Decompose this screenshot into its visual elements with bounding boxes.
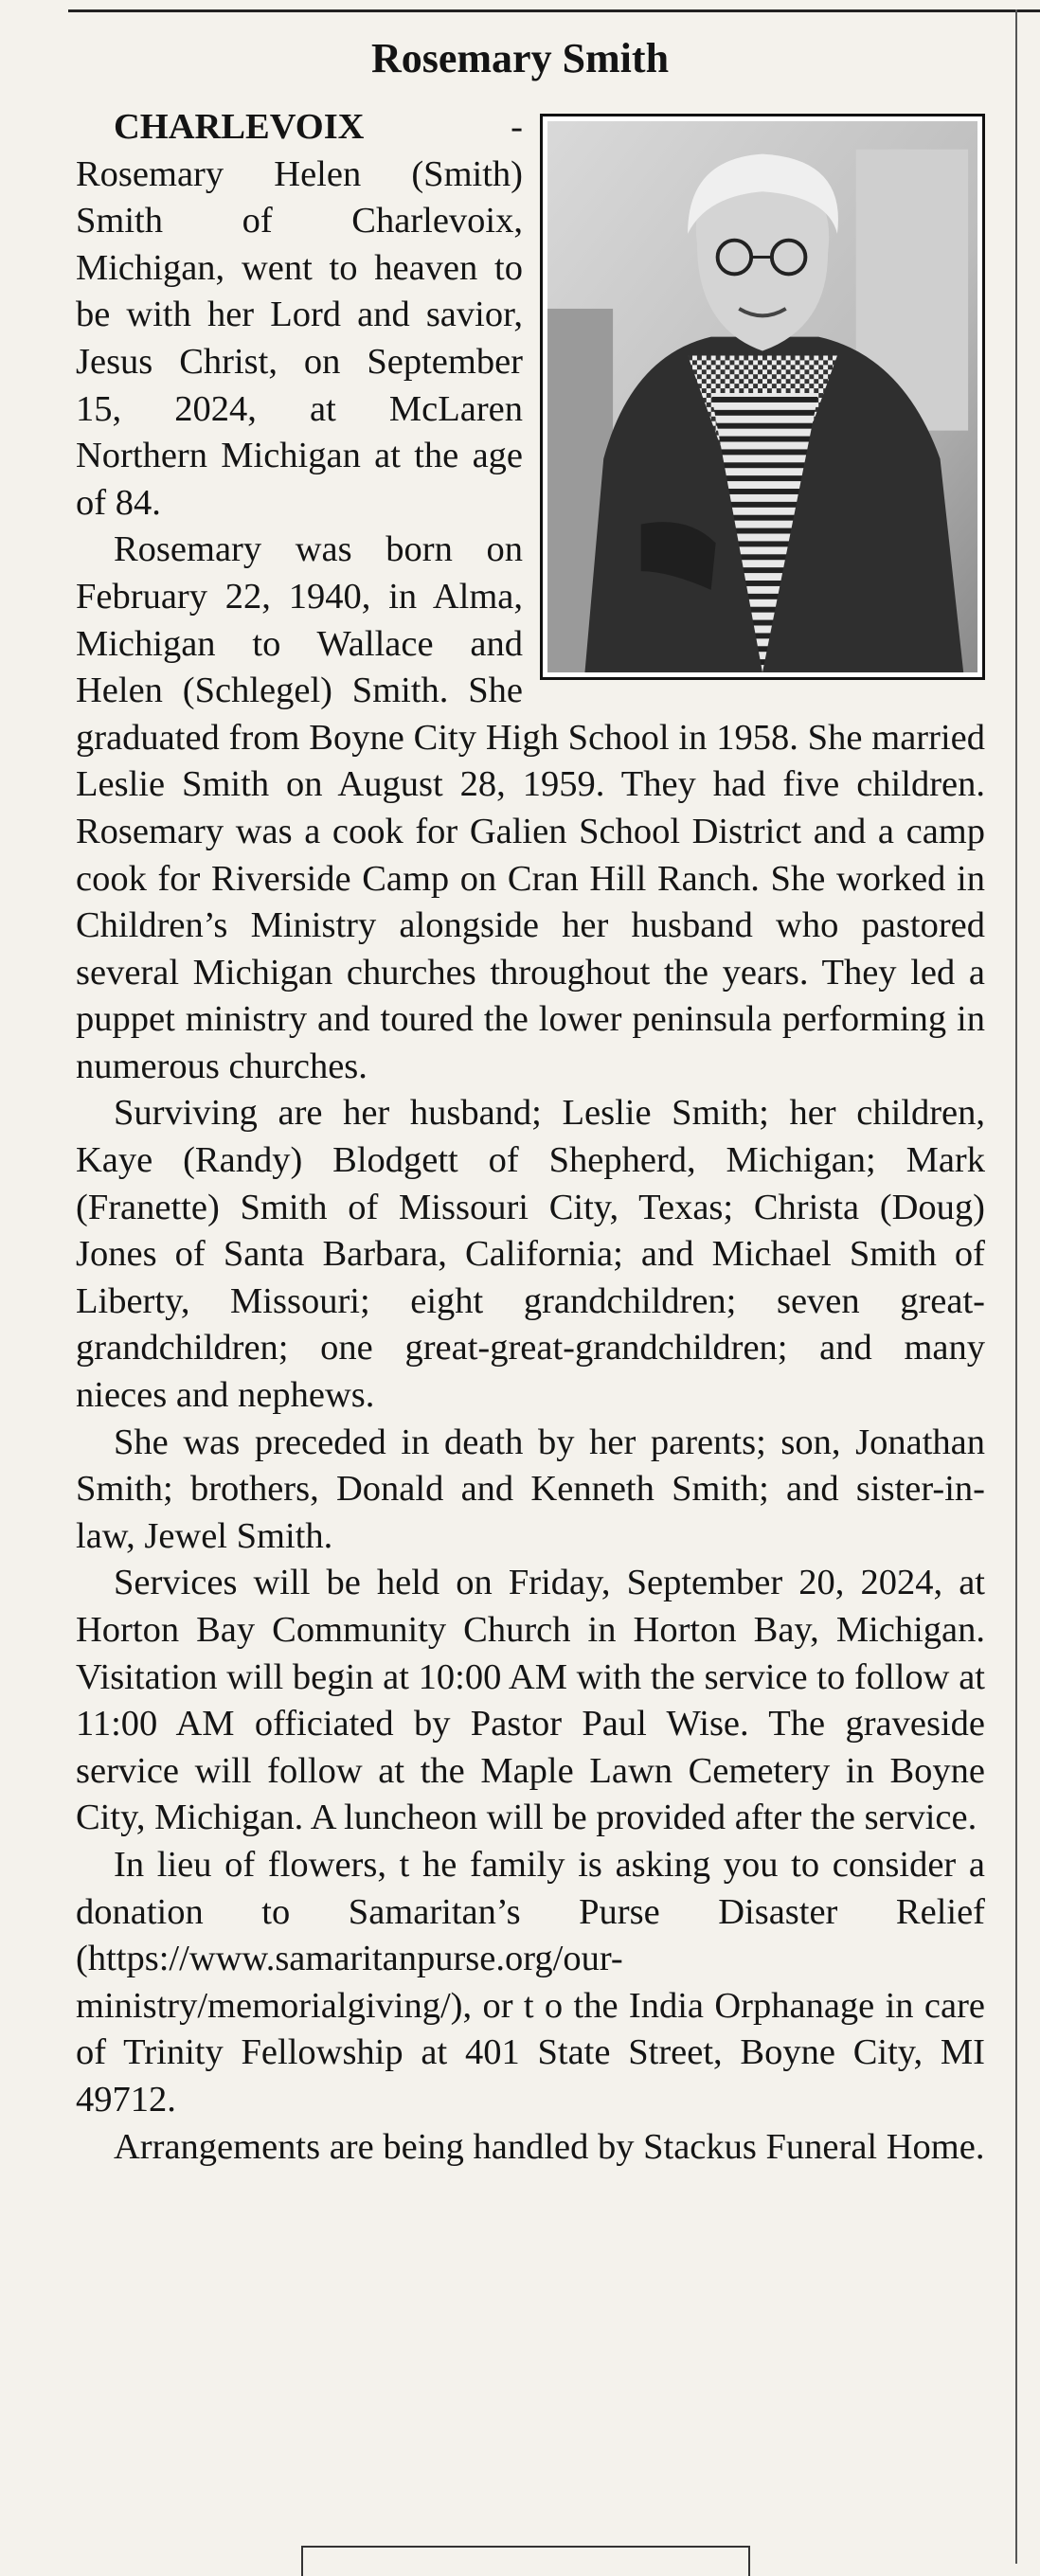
paragraph-donations: In lieu of flowers, t he family is asking you to consider a donation to Samaritan’s Purse Disaster Relief (https://www.samaritanpurse.org/our-ministry/memorialgiving/), or t o the India Orphanage in care of Trinity Fellowship at 401 State Street, Boyne City, MI 49712. xyxy=(76,1844,985,2120)
paragraph-biography: Rosemary was born on February 22, 1940, in Alma, Michigan to Wallace and Helen (Schlegel) Smith. She graduated from Boyne City High School in 1958. She married Leslie Smith on August 28, 1959. They had five children. Rosemary was a cook for Galien School District and a camp cook for Riverside Camp on Cran Hill Ranch. She worked in Children’s Ministry alongside her husband who pastored several Michigan churches throughout the years. They led a puppet ministry and toured the lower peninsula performing in numerous churches. xyxy=(76,529,985,1086)
paragraph-intro-text: - Rosemary Helen (Smith) Smith of Charlevoix, Michigan, went to heaven to be with her Lord and savior, Jesus Christ, on September 15, 2024, at McLaren Northern Michigan at the age of 84. xyxy=(76,107,523,523)
paragraph-arrangements: Arrangements are being handled by Stackus Funeral Home. xyxy=(114,2126,985,2167)
paragraph-services: Services will be held on Friday, September 20, 2024, at Horton Bay Community Church in Horton Bay, Michigan. Visitation will begin at 10:00 AM with the service to follow at 11:00 AM officiated by Pastor Paul Wise. The graveside service will follow at the Maple Lawn Cemetery in Boyne City, Michigan. A luncheon will be provided after the service. xyxy=(76,1563,985,1838)
obituary-title: Rosemary Smith xyxy=(370,35,670,81)
paragraph-survivors: Surviving are her husband; Leslie Smith; her children, Kaye (Randy) Blodgett of Shepherd, Michigan; Mark (Franette) Smith of Missouri City, Texas; Christa (Doug) Jones of Santa Barbara, California; and Michael Smith of Liberty, Missouri; eight grandchildren; seven great-grandchildren; one great-great-grandchildren; and many nieces and nephews. xyxy=(76,1093,985,1416)
paragraph-preceded: She was preceded in death by her parents; son, Jonathan Smith; brothers, Donald and Kenneth Smith; and sister-in-law, Jewel Smith. xyxy=(76,1422,985,1556)
portrait-image xyxy=(547,121,977,672)
column-rule xyxy=(1015,9,1017,2564)
top-rule xyxy=(68,9,1040,12)
dateline: CHARLEVOIX xyxy=(114,107,365,147)
portrait-photo xyxy=(540,114,985,680)
obituary-body xyxy=(76,104,985,2171)
next-item-border xyxy=(301,2546,750,2576)
